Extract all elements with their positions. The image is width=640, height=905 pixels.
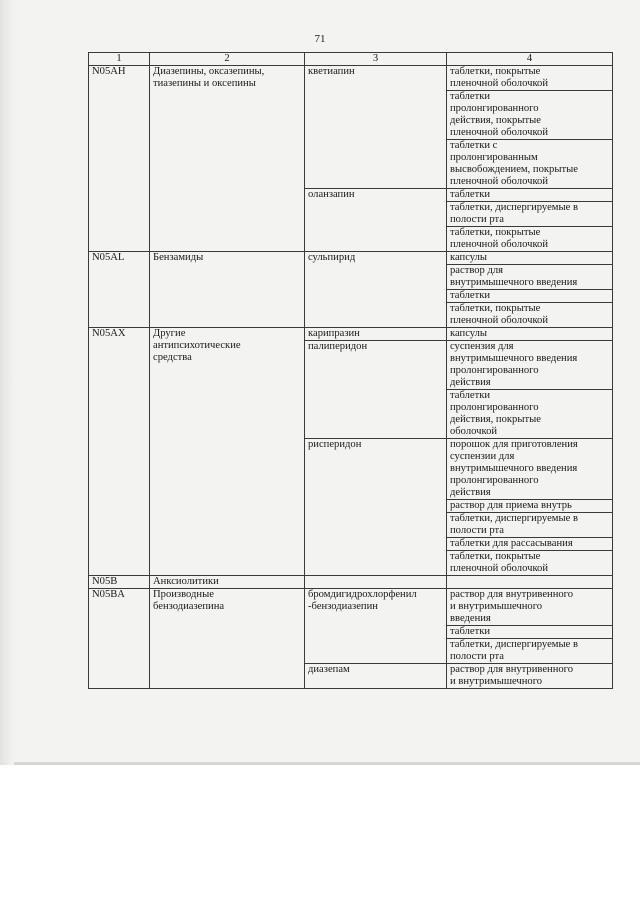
anatomical-group: Диазепины, оксазепины, тиазепины и оксепины [150,66,305,252]
column-header-1: 1 [89,53,150,66]
drug-name: кветиапин [305,66,447,189]
page-number: 71 [314,33,326,45]
atc-code: N05AL [89,252,150,328]
dosage-form: таблетки, диспергируемые в полости рта [447,513,613,538]
dosage-form: суспензия для внутримышечного введения пролонгированного действия [447,341,613,390]
dosage-form: таблетки, диспергируемые в полости рта [447,202,613,227]
drug-name: бромдигидрохлорфенил -бензодиазепин [305,589,447,664]
dosage-form: капсулы [447,328,613,341]
drug-name: диазепам [305,664,447,689]
drug-name: палиперидон [305,341,447,439]
atc-code: N05AX [89,328,150,576]
dosage-form: таблетки, покрытые пленочной оболочкой [447,551,613,576]
dosage-form: таблетки для рассасывания [447,538,613,551]
dosage-form: таблетки [447,290,613,303]
dosage-form: таблетки, покрытые пленочной оболочкой [447,66,613,91]
atc-code: N05BA [89,589,150,689]
drug-name: карипразин [305,328,447,341]
drug-name: сульпирид [305,252,447,328]
anatomical-group: Другие антипсихотические средства [150,328,305,576]
drug-name [305,576,447,589]
dosage-form [447,576,613,589]
anatomical-group: Производные бензодиазепина [150,589,305,689]
dosage-form: таблетки, покрытые пленочной оболочкой [447,303,613,328]
dosage-form: порошок для приготовления суспензии для внутримышечного введения пролонгированного действия [447,439,613,500]
atc-code: N05AH [89,66,150,252]
dosage-form: таблетки, диспергируемые в полости рта [447,639,613,664]
column-header-2: 2 [150,53,305,66]
table-row [89,252,613,265]
anatomical-group: Бензамиды [150,252,305,328]
dosage-form: таблетки пролонгированного действия, покрытые пленочной оболочкой [447,91,613,140]
medication-table [88,52,613,689]
anatomical-group: Анксиолитики [150,576,305,589]
table-row [89,576,613,589]
drug-name: оланзапин [305,189,447,252]
column-header-4: 4 [447,53,613,66]
dosage-form: таблетки пролонгированного действия, покрытые оболочкой [447,390,613,439]
dosage-form: раствор для внутримышечного введения [447,265,613,290]
scan-edge-shadow [0,0,14,765]
dosage-form: таблетки, покрытые пленочной оболочкой [447,227,613,252]
column-header-3: 3 [305,53,447,66]
dosage-form: таблетки с пролонгированным высвобождением, покрытые пленочной оболочкой [447,140,613,189]
atc-code: N05B [89,576,150,589]
table-row [89,328,613,341]
drug-name: рисперидон [305,439,447,576]
table-row [89,589,613,626]
dosage-form: капсулы [447,252,613,265]
header-row [89,53,613,66]
dosage-form: таблетки [447,626,613,639]
dosage-form: раствор для внутривенного и внутримышечного [447,664,613,689]
table-row [89,66,613,91]
dosage-form: таблетки [447,189,613,202]
dosage-form: раствор для внутривенного и внутримышечного введения [447,589,613,626]
dosage-form: раствор для приема внутрь [447,500,613,513]
